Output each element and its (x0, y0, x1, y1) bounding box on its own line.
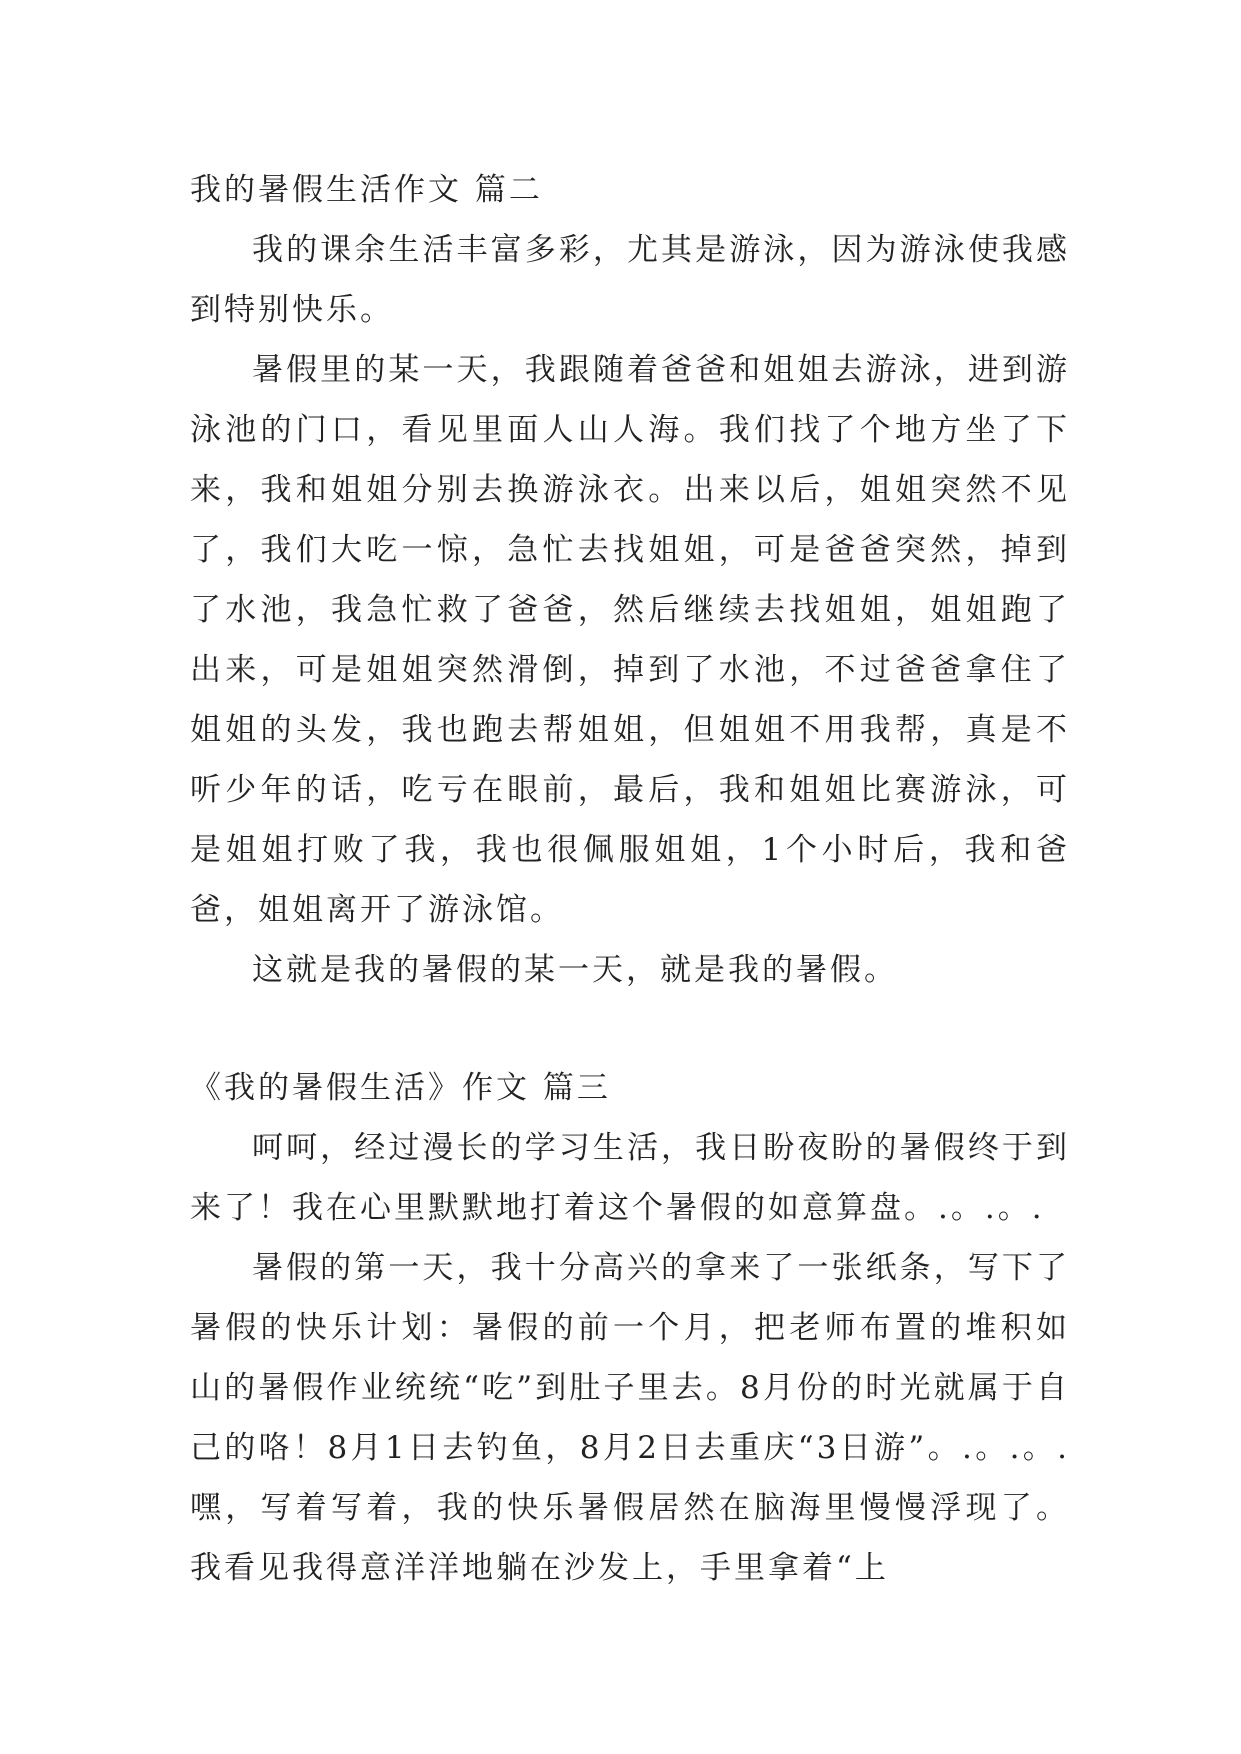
section-heading: 《我的暑假生活》作文 篇三 (190, 1070, 611, 1106)
section-heading: 我的暑假生活作文 篇二 (190, 172, 543, 208)
paragraph: 这就是我的暑假的某一天，就是我的暑假。 (252, 952, 898, 988)
paragraph: 暑假的第一天，我十分高兴的拿来了一张纸条，写下了暑假的快乐计划：暑假的前一个月，把老师布置的堆积如山的暑假作业统统“吃”到肚子里去。8月份的时光就属于自己的咯！8月1日去钓鱼，8月2日去重庆“3日游”。.。.。.嘿，写着写着，我的快乐暑假居然在脑海里慢慢浮现了。我看见我得意洋洋地躺在沙发上，手里拿着“上 (190, 1250, 1070, 1586)
paragraph: 呵呵，经过漫长的学习生活，我日盼夜盼的暑假终于到来了！我在心里默默地打着这个暑假的如意算盘。.。.。. (190, 1130, 1070, 1226)
paragraph: 我的课余生活丰富多彩，尤其是游泳，因为游泳使我感到特别快乐。 (190, 232, 1070, 328)
essay-section-2 (190, 160, 1070, 1000)
paragraph: 暑假里的某一天，我跟随着爸爸和姐姐去游泳，进到游泳池的门口，看见里面人山人海。我们找了个地方坐了下来，我和姐姐分别去换游泳衣。出来以后，姐姐突然不见了，我们大吃一惊，急忙去找姐姐，可是爸爸突然，掉到了水池，我急忙救了爸爸，然后继续去找姐姐，姐姐跑了出来，可是姐姐突然滑倒，掉到了水池，不过爸爸拿住了姐姐的头发，我也跑去帮姐姐，但姐姐不用我帮，真是不听少年的话，吃亏在眼前，最后，我和姐姐比赛游泳，可是姐姐打败了我，我也很佩服姐姐，1个小时后，我和爸爸，姐姐离开了游泳馆。 (190, 352, 1070, 928)
document-body (190, 160, 1070, 1598)
essay-section-3 (190, 1058, 1070, 1598)
